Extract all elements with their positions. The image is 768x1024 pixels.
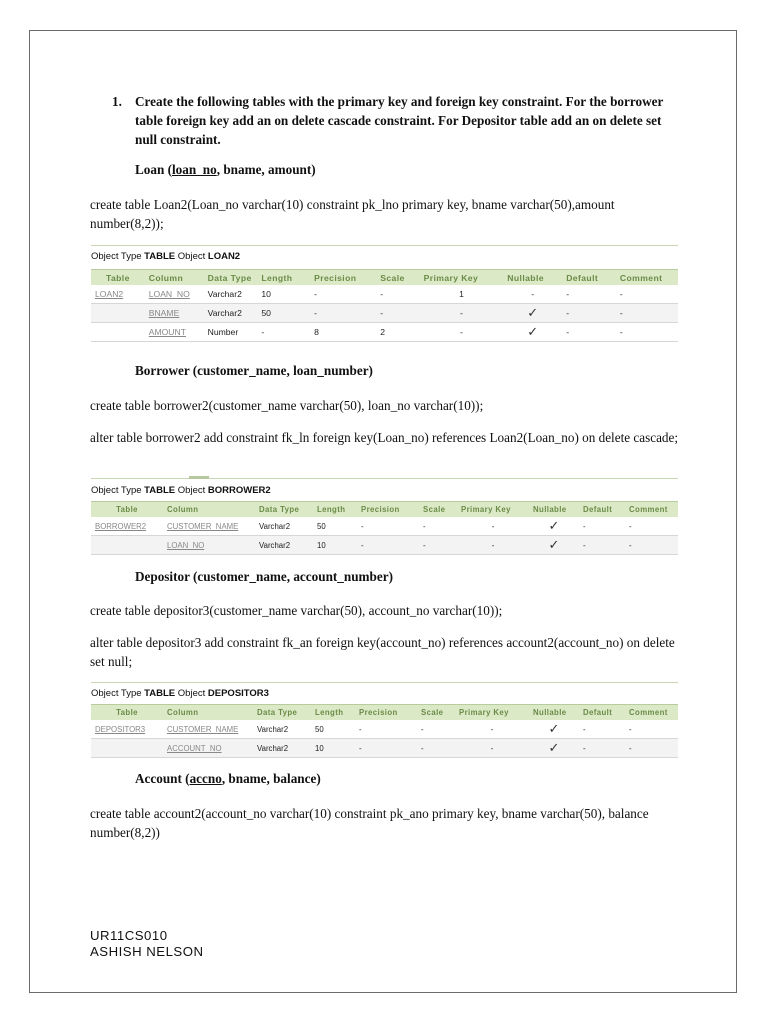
table-cell: 10 (313, 536, 357, 555)
table-cell: - (376, 285, 419, 304)
column-header: Column (163, 705, 253, 721)
column-header: Precision (355, 705, 417, 721)
column-name-link[interactable]: AMOUNT (145, 323, 204, 342)
column-header: Data Type (204, 270, 258, 286)
table-header-row (91, 270, 678, 286)
column-header: Precision (310, 270, 376, 286)
loan-table (91, 269, 678, 342)
column-header: Comment (616, 270, 678, 286)
table-cell: - (357, 536, 419, 555)
table-cell: - (562, 285, 616, 304)
column-header: Precision (357, 502, 419, 518)
table-row (91, 285, 678, 304)
column-header: Scale (417, 705, 455, 721)
table-cell: ✓ (529, 517, 579, 536)
account-create-statement: create table account2(account_no varchar(10) constraint pk_ano primary key, bname varchar(50), balance number(8,2)) (90, 806, 649, 840)
question-number: 1. (112, 94, 122, 109)
table-cell: - (455, 739, 529, 758)
loan-create-statement: create table Loan2(Loan_no varchar(10) constraint pk_lno primary key, bname varchar(50),amount number(8,2)); (90, 197, 615, 231)
depositor-divider (91, 682, 678, 683)
object-type-label: Object Type (91, 688, 142, 699)
depositor-heading: Depositor (customer_name, account_number) (135, 569, 393, 584)
table-cell: - (420, 304, 504, 323)
table-cell: Number (204, 323, 258, 342)
depositor-create-statement: create table depositor3(customer_name varchar(50), account_no varchar(10)); (90, 603, 503, 618)
footer-student-name: ASHISH NELSON (90, 944, 204, 959)
column-header: Comment (625, 705, 678, 721)
table-row (91, 517, 678, 536)
footer-block (90, 928, 204, 960)
table-cell: - (625, 536, 678, 555)
column-header: Data Type (255, 502, 313, 518)
account-heading (135, 771, 321, 787)
table-cell: - (357, 517, 419, 536)
column-name-link[interactable]: CUSTOMER_NAME (163, 517, 255, 536)
table-cell: - (616, 323, 678, 342)
borrower-heading: Borrower (customer_name, loan_number) (135, 363, 373, 378)
column-name-link[interactable]: BNAME (145, 304, 204, 323)
depositor-alter-statement: alter table depositor3 add constraint fk_an foreign key(account_no) references account2(account_no) on delete set null; (90, 635, 675, 669)
table-name-link (91, 739, 163, 758)
column-header: Length (311, 705, 355, 721)
table-row (91, 304, 678, 323)
table-header-row (91, 502, 678, 518)
column-name-link[interactable]: CUSTOMER_NAME (163, 720, 253, 739)
object-name: DEPOSITOR3 (207, 688, 269, 699)
object-name: BORROWER2 (207, 485, 271, 496)
table-cell: 2 (376, 323, 419, 342)
table-name-link (91, 304, 145, 323)
column-header: Nullable (529, 502, 579, 518)
column-header: Table (91, 705, 163, 721)
table-cell: - (457, 517, 529, 536)
object-label: Object (177, 688, 206, 699)
table-cell: 50 (257, 304, 310, 323)
table-name-link[interactable]: DEPOSITOR3 (91, 720, 163, 739)
account-heading-pre: Account ( (135, 771, 190, 786)
table-cell: - (625, 739, 678, 758)
object-label: Object (177, 485, 206, 496)
column-header: Nullable (529, 705, 579, 721)
table-cell: Varchar2 (204, 304, 258, 323)
table-cell: 8 (310, 323, 376, 342)
table-cell: - (579, 739, 625, 758)
column-header: Default (579, 502, 625, 518)
table-cell: - (310, 285, 376, 304)
borrower-divider (91, 478, 678, 479)
object-type-label: Object Type (91, 485, 142, 496)
column-header: Default (562, 270, 616, 286)
table-cell: - (355, 720, 417, 739)
table-cell: ✓ (503, 304, 562, 323)
loan-divider (91, 245, 678, 246)
object-type-label: Object Type (91, 251, 142, 262)
loan-object-bar (91, 251, 678, 262)
table-name-link (91, 536, 163, 555)
table-cell: - (455, 720, 529, 739)
column-header: Primary Key (455, 705, 529, 721)
table-cell: - (625, 517, 678, 536)
table-cell: - (376, 304, 419, 323)
column-header: Length (257, 270, 310, 286)
column-header: Primary Key (420, 270, 504, 286)
column-header: Data Type (253, 705, 311, 721)
table-cell: - (420, 323, 504, 342)
depositor-table (91, 704, 678, 758)
table-name-link (91, 323, 145, 342)
column-header: Primary Key (457, 502, 529, 518)
table-cell: ✓ (529, 536, 579, 555)
table-cell: - (419, 536, 457, 555)
table-row (91, 536, 678, 555)
table-cell: - (579, 720, 625, 739)
column-header: Scale (376, 270, 419, 286)
depositor-object-bar (91, 688, 678, 699)
table-cell: - (616, 285, 678, 304)
table-cell: ✓ (529, 739, 579, 758)
table-cell: Varchar2 (255, 536, 313, 555)
table-name-link[interactable]: LOAN2 (91, 285, 145, 304)
object-label: Object (177, 251, 206, 262)
column-header: Nullable (503, 270, 562, 286)
account-heading-post: , bname, balance) (221, 771, 321, 786)
column-header: Length (313, 502, 357, 518)
column-name-link[interactable]: LOAN_NO (163, 536, 255, 555)
borrower-object-bar (91, 485, 678, 496)
object-name: LOAN2 (207, 251, 241, 262)
table-cell: - (417, 720, 455, 739)
table-cell: - (417, 739, 455, 758)
table-cell: ✓ (529, 720, 579, 739)
loan-heading (135, 162, 316, 178)
table-cell: 50 (313, 517, 357, 536)
table-name-link[interactable]: BORROWER2 (91, 517, 163, 536)
loan-heading-key: loan_no (172, 162, 217, 177)
column-header: Table (91, 502, 163, 518)
table-cell: 50 (311, 720, 355, 739)
column-header: Table (91, 270, 145, 286)
column-header: Scale (419, 502, 457, 518)
object-type-value: TABLE (144, 688, 176, 699)
table-cell: Varchar2 (204, 285, 258, 304)
column-header: Column (163, 502, 255, 518)
table-cell: Varchar2 (253, 739, 311, 758)
table-cell: 10 (311, 739, 355, 758)
table-cell: 1 (420, 285, 504, 304)
table-cell: - (562, 304, 616, 323)
table-cell: - (419, 517, 457, 536)
table-cell: - (503, 285, 562, 304)
table-header-row (91, 705, 678, 721)
question-text: Create the following tables with the primary key and foreign key constraint. For the borrower table foreign key add an on delete cascade constraint. For Depositor table add an on delete set null constraint. (135, 94, 664, 147)
table-cell: - (355, 739, 417, 758)
table-cell: - (310, 304, 376, 323)
tab-marker (189, 476, 209, 479)
account-heading-key: accno (189, 771, 222, 786)
object-type-value: TABLE (144, 251, 176, 262)
table-cell: - (616, 304, 678, 323)
table-cell: Varchar2 (253, 720, 311, 739)
table-cell: - (457, 536, 529, 555)
table-row (91, 323, 678, 342)
table-cell: Varchar2 (255, 517, 313, 536)
column-name-link[interactable]: LOAN_NO (145, 285, 204, 304)
column-header: Column (145, 270, 204, 286)
table-cell: - (562, 323, 616, 342)
loan-heading-post: , bname, amount) (216, 162, 316, 177)
table-row (91, 739, 678, 758)
loan-heading-pre: Loan ( (135, 162, 173, 177)
table-cell: - (625, 720, 678, 739)
table-cell: - (257, 323, 310, 342)
table-cell: 10 (257, 285, 310, 304)
object-type-value: TABLE (144, 485, 176, 496)
footer-roll-number: UR11CS010 (90, 928, 168, 943)
borrower-alter-statement: alter table borrower2 add constraint fk_ln foreign key(Loan_no) references Loan2(Loan_no) on delete cascade; (90, 430, 679, 445)
borrower-table (91, 501, 678, 555)
table-row (91, 720, 678, 739)
borrower-create-statement: create table borrower2(customer_name varchar(50), loan_no varchar(10)); (90, 398, 484, 413)
column-header: Comment (625, 502, 678, 518)
table-cell: - (579, 536, 625, 555)
table-cell: - (579, 517, 625, 536)
table-cell: ✓ (503, 323, 562, 342)
column-header: Default (579, 705, 625, 721)
column-name-link[interactable]: ACCOUNT_NO (163, 739, 253, 758)
